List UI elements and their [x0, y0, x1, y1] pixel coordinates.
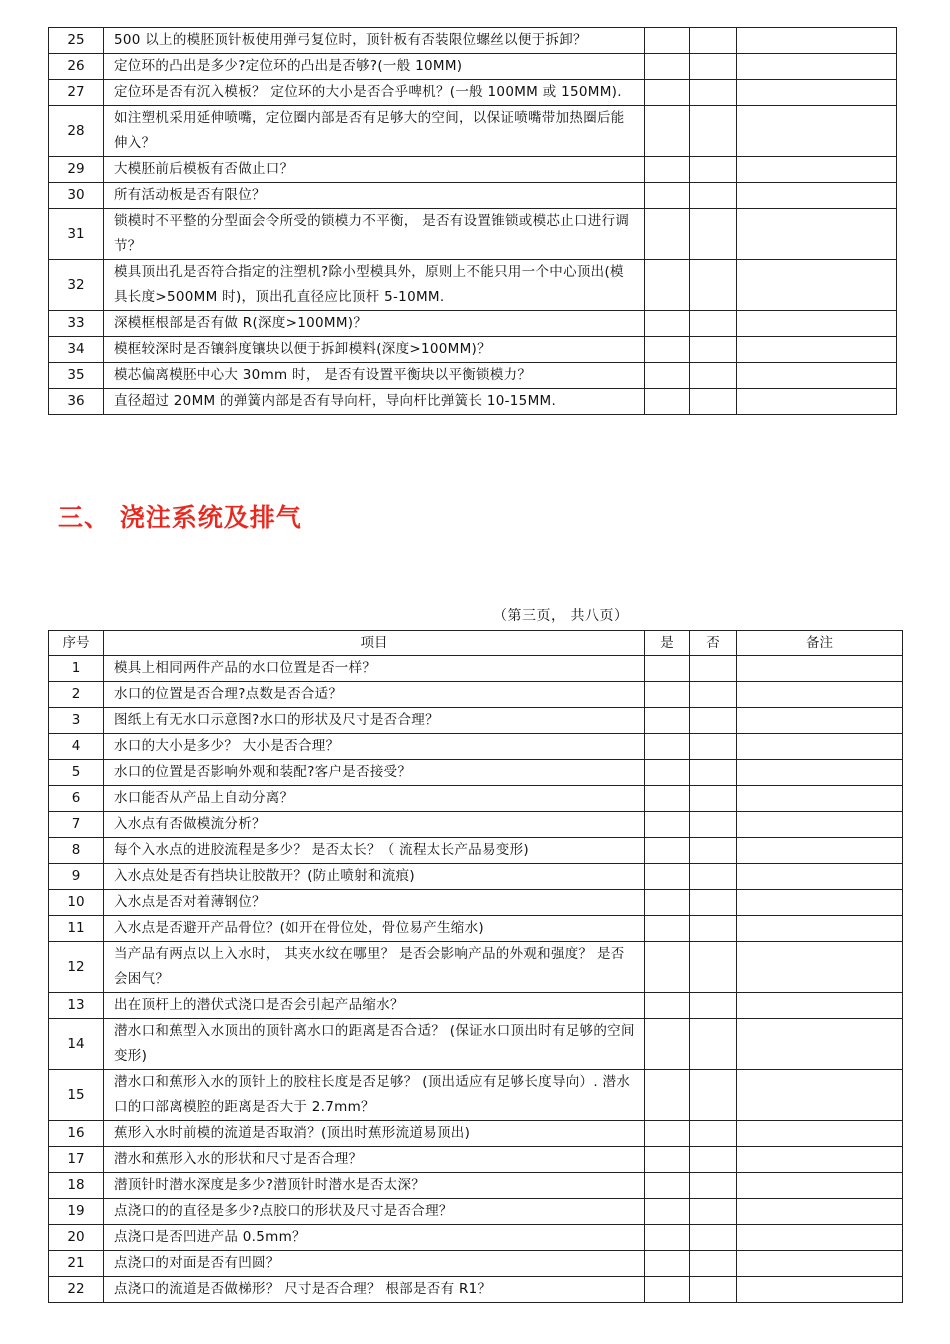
no-checkbox-cell[interactable] — [690, 656, 737, 682]
no-checkbox-cell[interactable] — [690, 389, 737, 415]
row-item-text: 蕉形入水时前模的流道是否取消？(顶出时蕉形流道易顶出) — [104, 1121, 645, 1147]
table-row — [49, 1225, 903, 1251]
table-row — [49, 838, 903, 864]
gating-system-checklist-table — [48, 630, 903, 1303]
yes-checkbox-cell[interactable] — [645, 209, 690, 260]
header-row — [49, 631, 903, 656]
header-remark: 备注 — [737, 631, 903, 656]
table-row — [49, 1121, 903, 1147]
row-number: 1 — [49, 656, 104, 682]
table-row — [49, 812, 903, 838]
yes-checkbox-cell[interactable] — [645, 890, 690, 916]
remark-cell[interactable] — [737, 1225, 903, 1251]
remark-cell[interactable] — [737, 1199, 903, 1225]
row-item-text: 模具上相同两件产品的水口位置是否一样？ — [104, 656, 645, 682]
row-number: 31 — [49, 209, 104, 260]
remark-cell[interactable] — [737, 157, 897, 183]
no-checkbox-cell[interactable] — [690, 993, 737, 1019]
remark-cell[interactable] — [737, 993, 903, 1019]
yes-checkbox-cell[interactable] — [645, 1225, 690, 1251]
table-row — [49, 363, 897, 389]
table-body — [49, 656, 903, 1303]
no-checkbox-cell[interactable] — [690, 838, 737, 864]
row-item-text: 出在顶杆上的潜伏式浇口是否会引起产品缩水？ — [104, 993, 645, 1019]
table-row — [49, 734, 903, 760]
row-item-text: 潜水口和蕉型入水顶出的顶针离水口的距离是否合适？ (保证水口顶出时有足够的空间变形) — [104, 1019, 645, 1070]
no-checkbox-cell[interactable] — [690, 708, 737, 734]
yes-checkbox-cell[interactable] — [645, 734, 690, 760]
remark-cell[interactable] — [737, 260, 897, 311]
row-item-text: 点浇口的对面是否有凹圆？ — [104, 1251, 645, 1277]
row-item-text: 所有活动板是否有限位？ — [104, 183, 645, 209]
remark-cell[interactable] — [737, 363, 897, 389]
header-yes: 是 — [645, 631, 690, 656]
remark-cell[interactable] — [737, 1019, 903, 1070]
no-checkbox-cell[interactable] — [690, 890, 737, 916]
remark-cell[interactable] — [737, 311, 897, 337]
row-number: 36 — [49, 389, 104, 415]
row-item-text: 水口的大小是多少？ 大小是否合理？ — [104, 734, 645, 760]
row-number: 21 — [49, 1251, 104, 1277]
row-number: 29 — [49, 157, 104, 183]
no-checkbox-cell[interactable] — [690, 311, 737, 337]
yes-checkbox-cell[interactable] — [645, 864, 690, 890]
yes-checkbox-cell[interactable] — [645, 708, 690, 734]
yes-checkbox-cell[interactable] — [645, 260, 690, 311]
table-row — [49, 106, 897, 157]
remark-cell[interactable] — [737, 708, 903, 734]
row-number: 17 — [49, 1147, 104, 1173]
row-item-text: 当产品有两点以上入水时， 其夹水纹在哪里？ 是否会影响产品的外观和强度？ 是否会困气？ — [104, 942, 645, 993]
yes-checkbox-cell[interactable] — [645, 311, 690, 337]
row-number: 7 — [49, 812, 104, 838]
no-checkbox-cell[interactable] — [690, 106, 737, 157]
row-item-text: 入水点处是否有挡块让胶散开？(防止喷射和流痕) — [104, 864, 645, 890]
no-checkbox-cell[interactable] — [690, 734, 737, 760]
remark-cell[interactable] — [737, 337, 897, 363]
row-item-text: 模框较深时是否镶斜度镶块以便于拆卸模料(深度>100MM)？ — [104, 337, 645, 363]
yes-checkbox-cell[interactable] — [645, 786, 690, 812]
remark-cell[interactable] — [737, 812, 903, 838]
page-number-note: （第三页， 共八页） — [493, 608, 629, 624]
row-number: 8 — [49, 838, 104, 864]
remark-cell[interactable] — [737, 183, 897, 209]
yes-checkbox-cell[interactable] — [645, 942, 690, 993]
table-row — [49, 1251, 903, 1277]
table-row — [49, 80, 897, 106]
table-row — [49, 209, 897, 260]
row-number: 12 — [49, 942, 104, 993]
table-row — [49, 260, 897, 311]
row-item-text: 点浇口是否凹进产品 0.5mm？ — [104, 1225, 645, 1251]
row-number: 28 — [49, 106, 104, 157]
row-number: 25 — [49, 28, 104, 54]
no-checkbox-cell[interactable] — [690, 54, 737, 80]
remark-cell[interactable] — [737, 209, 897, 260]
row-item-text: 如注塑机采用延伸喷嘴，定位圈内部是否有足够大的空间，以保证喷嘴带加热圈后能伸入？ — [104, 106, 645, 157]
row-number: 32 — [49, 260, 104, 311]
remark-cell[interactable] — [737, 734, 903, 760]
row-number: 18 — [49, 1173, 104, 1199]
header-no-answer: 否 — [690, 631, 737, 656]
remark-cell[interactable] — [737, 54, 897, 80]
row-number: 2 — [49, 682, 104, 708]
row-item-text: 定位环的凸出是多少?定位环的凸出是否够?(一般 10MM) — [104, 54, 645, 80]
no-checkbox-cell[interactable] — [690, 682, 737, 708]
row-number: 3 — [49, 708, 104, 734]
remark-cell[interactable] — [737, 916, 903, 942]
row-item-text: 模具顶出孔是否符合指定的注塑机?除小型模具外，原则上不能只用一个中心顶出(模具长度>500MM 时)，顶出孔直径应比顶杆 5-10MM. — [104, 260, 645, 311]
table-row — [49, 1199, 903, 1225]
table-row — [49, 311, 897, 337]
row-item-text: 水口的位置是否合理?点数是否合适？ — [104, 682, 645, 708]
table-row — [49, 54, 897, 80]
yes-checkbox-cell[interactable] — [645, 1019, 690, 1070]
row-item-text: 潜顶针时潜水深度是多少?潜顶针时潜水是否太深？ — [104, 1173, 645, 1199]
row-number: 30 — [49, 183, 104, 209]
row-number: 9 — [49, 864, 104, 890]
row-item-text: 每个入水点的进胶流程是多少？ 是否太长？（ 流程太长产品易变形) — [104, 838, 645, 864]
row-number: 15 — [49, 1070, 104, 1121]
yes-checkbox-cell[interactable] — [645, 106, 690, 157]
header-no: 序号 — [49, 631, 104, 656]
remark-cell[interactable] — [737, 864, 903, 890]
yes-checkbox-cell[interactable] — [645, 389, 690, 415]
remark-cell[interactable] — [737, 1121, 903, 1147]
table-row — [49, 786, 903, 812]
row-number: 33 — [49, 311, 104, 337]
row-item-text: 水口的位置是否影响外观和装配?客户是否接受？ — [104, 760, 645, 786]
row-number: 27 — [49, 80, 104, 106]
yes-checkbox-cell[interactable] — [645, 363, 690, 389]
no-checkbox-cell[interactable] — [690, 363, 737, 389]
row-number: 13 — [49, 993, 104, 1019]
row-number: 4 — [49, 734, 104, 760]
table-row — [49, 682, 903, 708]
no-checkbox-cell[interactable] — [690, 1173, 737, 1199]
row-item-text: 500 以上的模胚顶针板使用弹弓复位时，顶针板有否装限位螺丝以便于拆卸？ — [104, 28, 645, 54]
remark-cell[interactable] — [737, 682, 903, 708]
yes-checkbox-cell[interactable] — [645, 1147, 690, 1173]
remark-cell[interactable] — [737, 1173, 903, 1199]
header-item: 项目 — [104, 631, 645, 656]
row-number: 11 — [49, 916, 104, 942]
no-checkbox-cell[interactable] — [690, 1199, 737, 1225]
remark-cell[interactable] — [737, 1251, 903, 1277]
yes-checkbox-cell[interactable] — [645, 1070, 690, 1121]
remark-cell[interactable] — [737, 656, 903, 682]
row-item-text: 图纸上有无水口示意图?水口的形状及尺寸是否合理？ — [104, 708, 645, 734]
no-checkbox-cell[interactable] — [690, 337, 737, 363]
no-checkbox-cell[interactable] — [690, 786, 737, 812]
no-checkbox-cell[interactable] — [690, 1121, 737, 1147]
no-checkbox-cell[interactable] — [690, 760, 737, 786]
yes-checkbox-cell[interactable] — [645, 1277, 690, 1303]
row-number: 16 — [49, 1121, 104, 1147]
yes-checkbox-cell[interactable] — [645, 183, 690, 209]
remark-cell[interactable] — [737, 760, 903, 786]
table-row — [49, 708, 903, 734]
row-item-text: 水口能否从产品上自动分离？ — [104, 786, 645, 812]
table-row — [49, 656, 903, 682]
yes-checkbox-cell[interactable] — [645, 838, 690, 864]
no-checkbox-cell[interactable] — [690, 1019, 737, 1070]
no-checkbox-cell[interactable] — [690, 209, 737, 260]
row-number: 35 — [49, 363, 104, 389]
row-item-text: 潜水口和蕉形入水的顶针上的胶柱长度是否足够？ (顶出适应有足够长度导向）. 潜水口的口部离模腔的距离是否大于 2.7mm？ — [104, 1070, 645, 1121]
yes-checkbox-cell[interactable] — [645, 656, 690, 682]
row-item-text: 入水点是否避开产品骨位？(如开在骨位处，骨位易产生缩水) — [104, 916, 645, 942]
yes-checkbox-cell[interactable] — [645, 1121, 690, 1147]
checklist-table-continued — [48, 27, 897, 415]
row-item-text: 模芯偏离模胚中心大 30mm 时， 是否有设置平衡块以平衡锁模力？ — [104, 363, 645, 389]
remark-cell[interactable] — [737, 942, 903, 993]
remark-cell[interactable] — [737, 838, 903, 864]
table-row — [49, 1019, 903, 1070]
row-item-text: 深模框根部是否有做 R(深度>100MM)？ — [104, 311, 645, 337]
yes-checkbox-cell[interactable] — [645, 337, 690, 363]
no-checkbox-cell[interactable] — [690, 80, 737, 106]
yes-checkbox-cell[interactable] — [645, 28, 690, 54]
yes-checkbox-cell[interactable] — [645, 1173, 690, 1199]
table-row — [49, 157, 897, 183]
table-row — [49, 183, 897, 209]
no-checkbox-cell[interactable] — [690, 1070, 737, 1121]
yes-checkbox-cell[interactable] — [645, 1199, 690, 1225]
row-item-text: 点浇口的流道是否做梯形？ 尺寸是否合理？ 根部是否有 R1？ — [104, 1277, 645, 1303]
row-number: 6 — [49, 786, 104, 812]
remark-cell[interactable] — [737, 890, 903, 916]
no-checkbox-cell[interactable] — [690, 183, 737, 209]
row-number: 14 — [49, 1019, 104, 1070]
remark-cell[interactable] — [737, 1147, 903, 1173]
row-item-text: 入水点是否对着薄钢位？ — [104, 890, 645, 916]
row-number: 10 — [49, 890, 104, 916]
row-number: 34 — [49, 337, 104, 363]
yes-checkbox-cell[interactable] — [645, 54, 690, 80]
row-item-text: 大模胚前后模板有否做止口？ — [104, 157, 645, 183]
no-checkbox-cell[interactable] — [690, 260, 737, 311]
remark-cell[interactable] — [737, 1277, 903, 1303]
row-number: 22 — [49, 1277, 104, 1303]
table-row — [49, 916, 903, 942]
remark-cell[interactable] — [737, 389, 897, 415]
table-row — [49, 1277, 903, 1303]
yes-checkbox-cell[interactable] — [645, 760, 690, 786]
yes-checkbox-cell[interactable] — [645, 682, 690, 708]
row-number: 20 — [49, 1225, 104, 1251]
row-number: 5 — [49, 760, 104, 786]
table-row — [49, 1147, 903, 1173]
row-number: 19 — [49, 1199, 104, 1225]
table-row — [49, 28, 897, 54]
no-checkbox-cell[interactable] — [690, 864, 737, 890]
yes-checkbox-cell[interactable] — [645, 812, 690, 838]
row-item-text: 直径超过 20MM 的弹簧内部是否有导向杆，导向杆比弹簧长 10-15MM. — [104, 389, 645, 415]
no-checkbox-cell[interactable] — [690, 1225, 737, 1251]
no-checkbox-cell[interactable] — [690, 812, 737, 838]
remark-cell[interactable] — [737, 28, 897, 54]
remark-cell[interactable] — [737, 786, 903, 812]
table-row — [49, 389, 897, 415]
yes-checkbox-cell[interactable] — [645, 157, 690, 183]
row-item-text: 入水点有否做模流分析？ — [104, 812, 645, 838]
table-row — [49, 337, 897, 363]
no-checkbox-cell[interactable] — [690, 1277, 737, 1303]
yes-checkbox-cell[interactable] — [645, 916, 690, 942]
table-row — [49, 1070, 903, 1121]
section-title: 三、 浇注系统及排气 — [58, 503, 302, 532]
row-number: 26 — [49, 54, 104, 80]
table-row — [49, 1173, 903, 1199]
remark-cell[interactable] — [737, 80, 897, 106]
row-item-text: 点浇口的的直径是多少?点胶口的形状及尺寸是否合理？ — [104, 1199, 645, 1225]
no-checkbox-cell[interactable] — [690, 157, 737, 183]
no-checkbox-cell[interactable] — [690, 942, 737, 993]
row-item-text: 锁模时不平整的分型面会令所受的锁模力不平衡， 是否有设置锥锁或模芯止口进行调节？ — [104, 209, 645, 260]
no-checkbox-cell[interactable] — [690, 1251, 737, 1277]
no-checkbox-cell[interactable] — [690, 1147, 737, 1173]
row-item-text: 潜水和蕉形入水的形状和尺寸是否合理？ — [104, 1147, 645, 1173]
yes-checkbox-cell[interactable] — [645, 993, 690, 1019]
table-row — [49, 864, 903, 890]
table-row — [49, 890, 903, 916]
no-checkbox-cell[interactable] — [690, 916, 737, 942]
yes-checkbox-cell[interactable] — [645, 1251, 690, 1277]
table-row — [49, 993, 903, 1019]
table-row — [49, 760, 903, 786]
yes-checkbox-cell[interactable] — [645, 80, 690, 106]
remark-cell[interactable] — [737, 106, 897, 157]
table-body — [49, 28, 897, 415]
row-item-text: 定位环是否有沉入模板？ 定位环的大小是否合乎啤机？(一般 100MM 或 150MM). — [104, 80, 645, 106]
table-row — [49, 942, 903, 993]
remark-cell[interactable] — [737, 1070, 903, 1121]
no-checkbox-cell[interactable] — [690, 28, 737, 54]
